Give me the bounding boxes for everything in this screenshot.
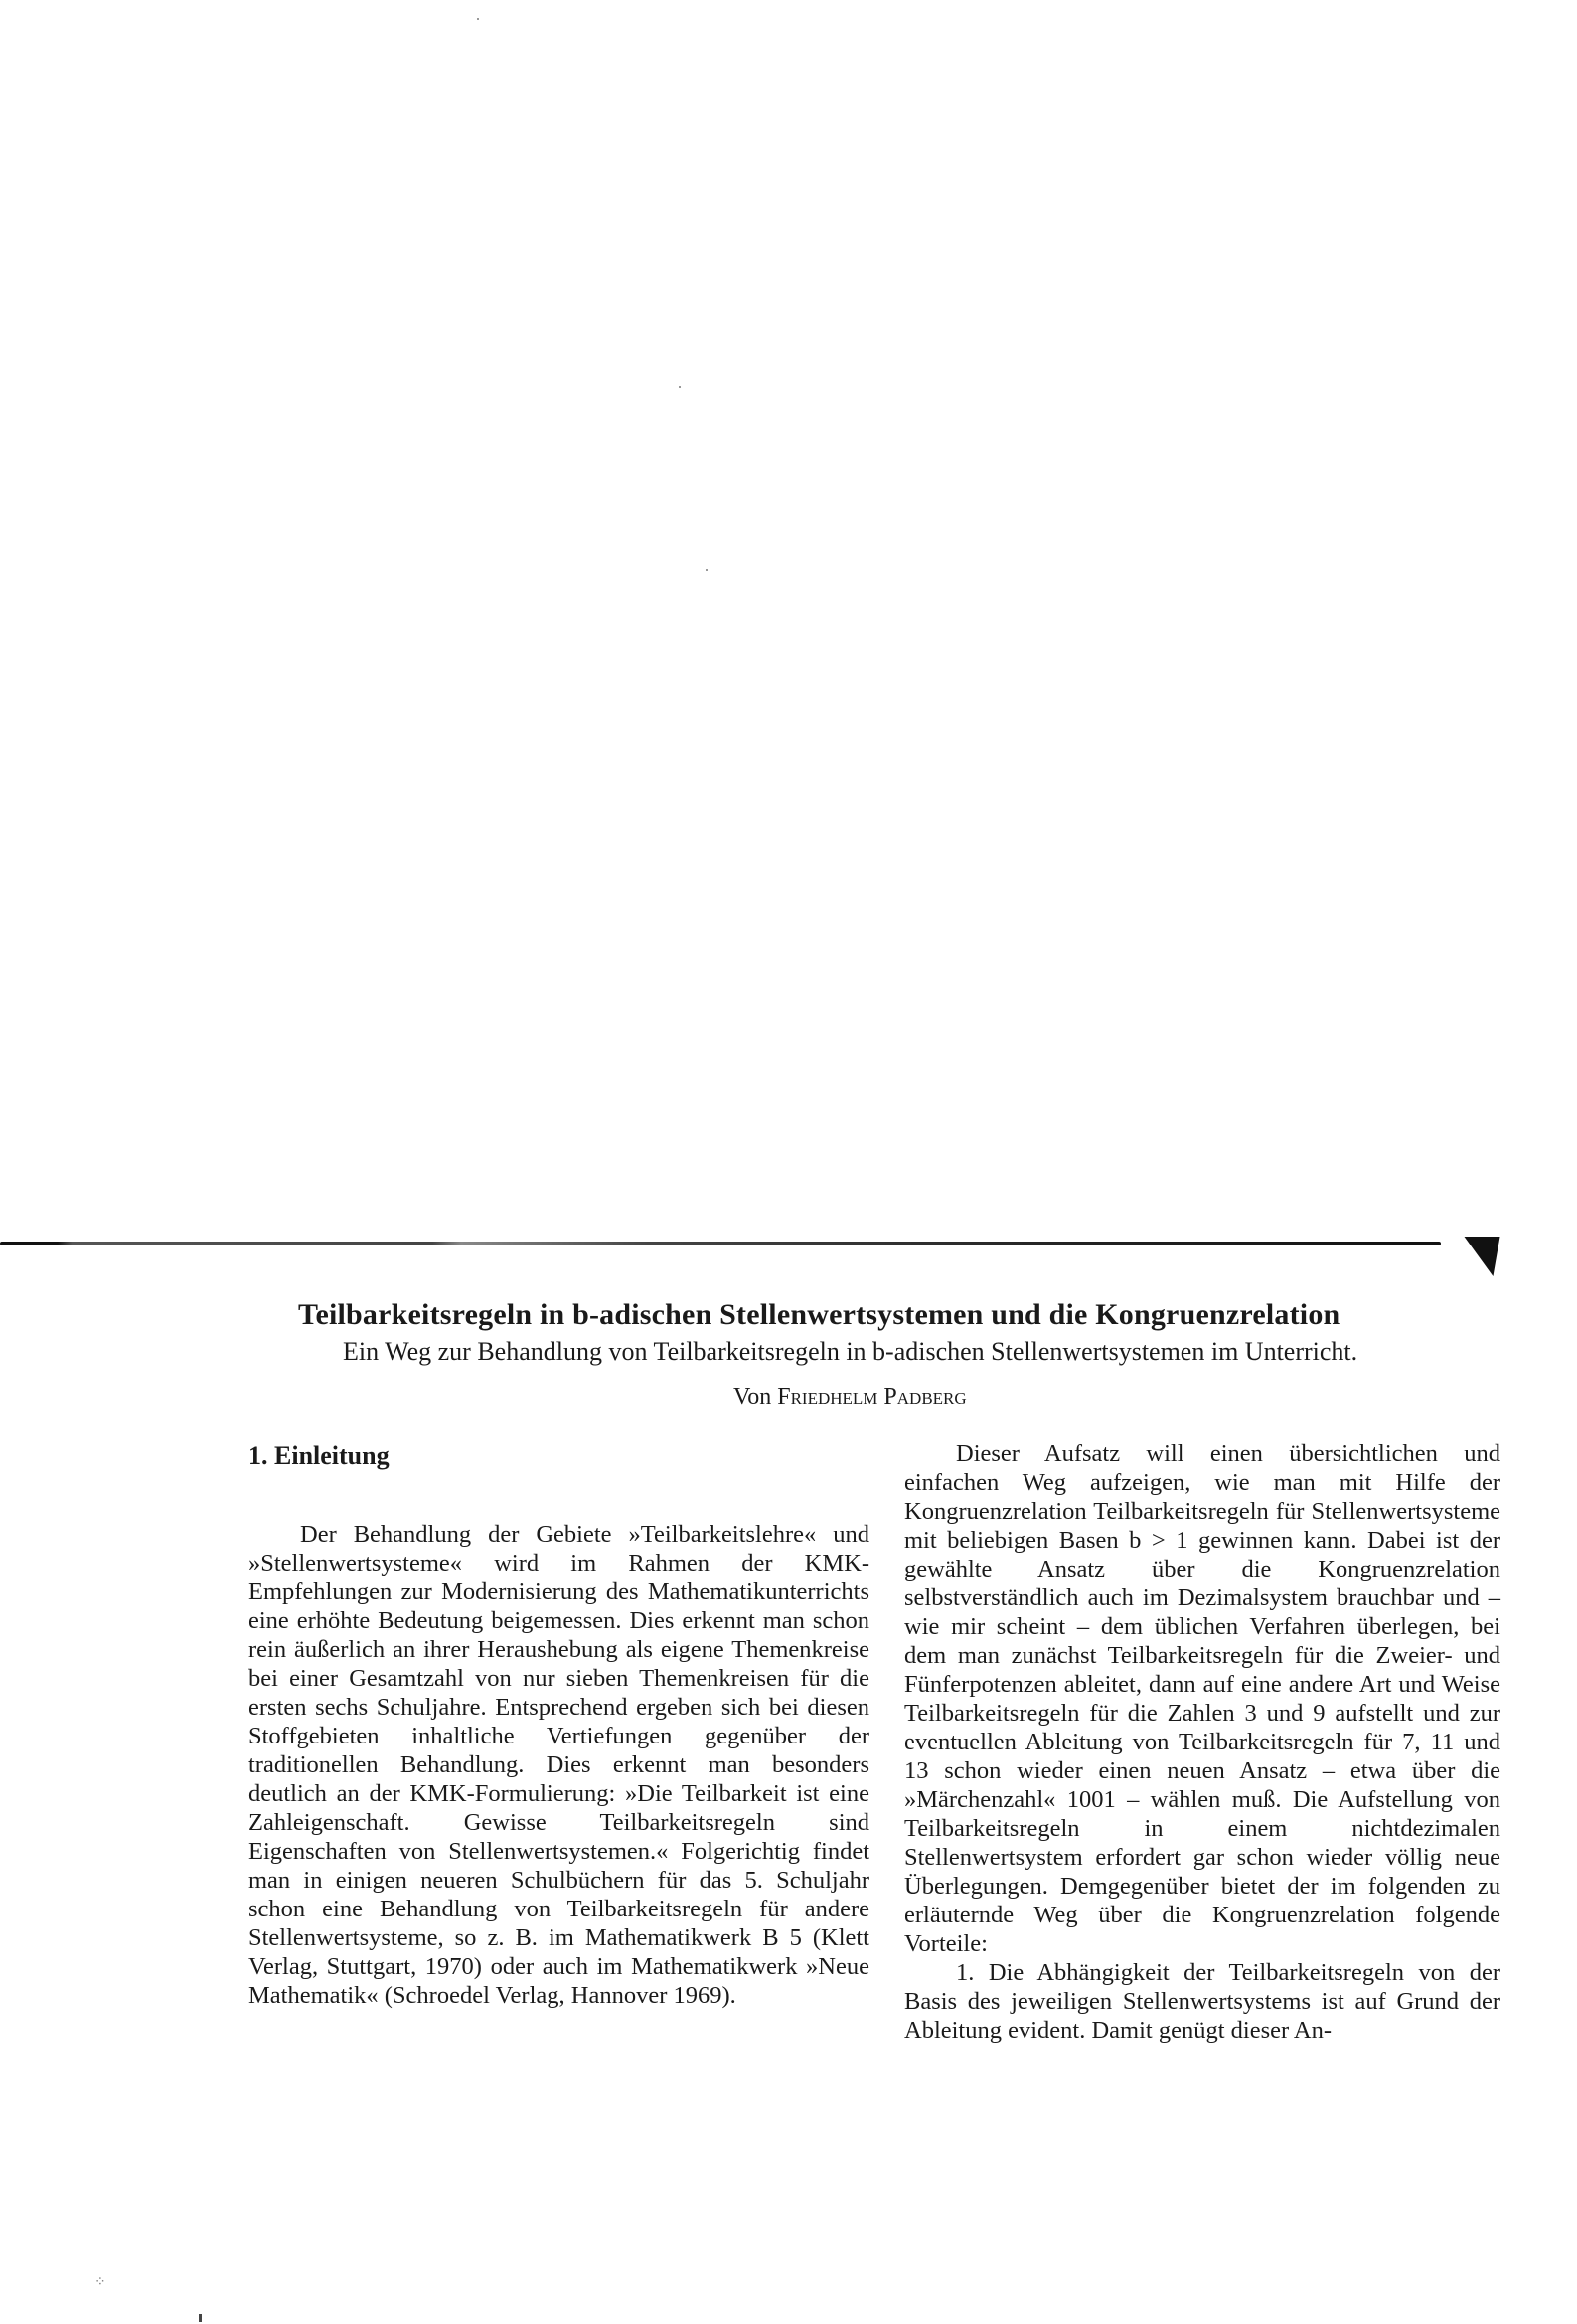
article-title: Teilbarkeitsregeln in b-adischen Stellenwertsystemen und die Kongruenzrelation: [298, 1298, 1340, 1332]
paragraph-right-1: Dieser Aufsatz will einen übersichtlichen und einfachen Weg aufzeigen, wie man mit Hilfe der Kongruenzrelation Teilbarkeitsregeln für Stellenwertsysteme mit beliebigen Basen b > 1 gewinnen kann. Dabei ist der gewählte Ansatz über die Kongruenzrelation selbstverständlich auch im Dezimalsystem brauchbar und – wie mir scheint – dem üblichen Verfahren überlegen, bei dem man zunächst Teilbarkeitsregeln für die Zweier- und Fünferpotenzen ableitet, dann auf eine andere Art und Weise Teilbarkeitsregeln für die Zahlen 3 und 9 aufstellt und zur eventuellen Ableitung von Teilbarkeitsregeln für 7, 11 und 13 schon wieder einen neuen Ansatz – etwa über die »Märchenzahl« 1001 – wählen muß. Die Aufstellung von Teilbarkeitsregeln in einem nichtdezimalen Stellenwertsystem erfordert gar schon wieder völlig neue Überlegungen. Demgegenüber bietet der im folgenden zu erläuternde Weg über die Kongruenzrelation folgende Vorteile:: [904, 1440, 1500, 1957]
right-column: [904, 1439, 1500, 2045]
author-line: [733, 1384, 1330, 1411]
paragraph-left: Der Behandlung der Gebiete »Teilbarkeitslehre« und »Stellenwertsysteme« wird im Rahmen der KMK-Empfehlungen zur Modernisierung des Mathematikunterrichts eine erhöhte Bedeutung beigemessen. Dies erkennt man schon rein äußerlich an ihrer Heraushebung als eigene Themenkreise bei einer Gesamtzahl von nur sieben Themenkreisen für die ersten sechs Schuljahre. Entsprechend ergeben sich bei diesen Stoffgebieten inhaltliche Vertiefungen gegenüber der traditionellen Behandlung. Dies erkennt man besonders deutlich an der KMK-Formulierung: »Die Teilbarkeit ist eine Zahleigenschaft. Gewisse Teilbarkeitsregeln sind Eigenschaften von Stellenwertsystemen.« Folgerichtig findet man in einigen neueren Schulbüchern für das 5. Schuljahr schon eine Behandlung von Teilbarkeitsregeln für andere Stellenwertsysteme, so z. B. im Mathematikwerk B 5 (Klett Verlag, Stuttgart, 1970) oder auch im Mathematikwerk »Neue Mathematik« (Schroedel Verlag, Hannover 1969).: [248, 1521, 869, 2009]
paragraph-right-2: 1. Die Abhängigkeit der Teilbarkeitsregeln von der Basis des jeweiligen Stellenwertsystems ist auf Grund der Ableitung evident. Damit genügt dieser An-: [904, 1959, 1500, 2044]
arrow-mark-icon: [1457, 1237, 1499, 1276]
section-heading: 1. Einleitung: [248, 1441, 390, 1470]
author-prefix: Von: [733, 1384, 772, 1410]
scan-speck: [679, 386, 681, 388]
scan-speck: [477, 18, 479, 20]
scan-speck: [199, 2314, 202, 2322]
top-rule: [0, 1242, 1441, 1245]
scan-speck: [706, 569, 708, 571]
left-column: [248, 1441, 869, 2010]
scan-smudge: ⁘: [94, 2275, 106, 2290]
article-subtitle: Ein Weg zur Behandlung von Teilbarkeitsregeln in b-adischen Stellenwertsystemen im Unterricht.: [343, 1337, 1358, 1366]
author-name: Friedhelm Padberg: [777, 1384, 967, 1410]
